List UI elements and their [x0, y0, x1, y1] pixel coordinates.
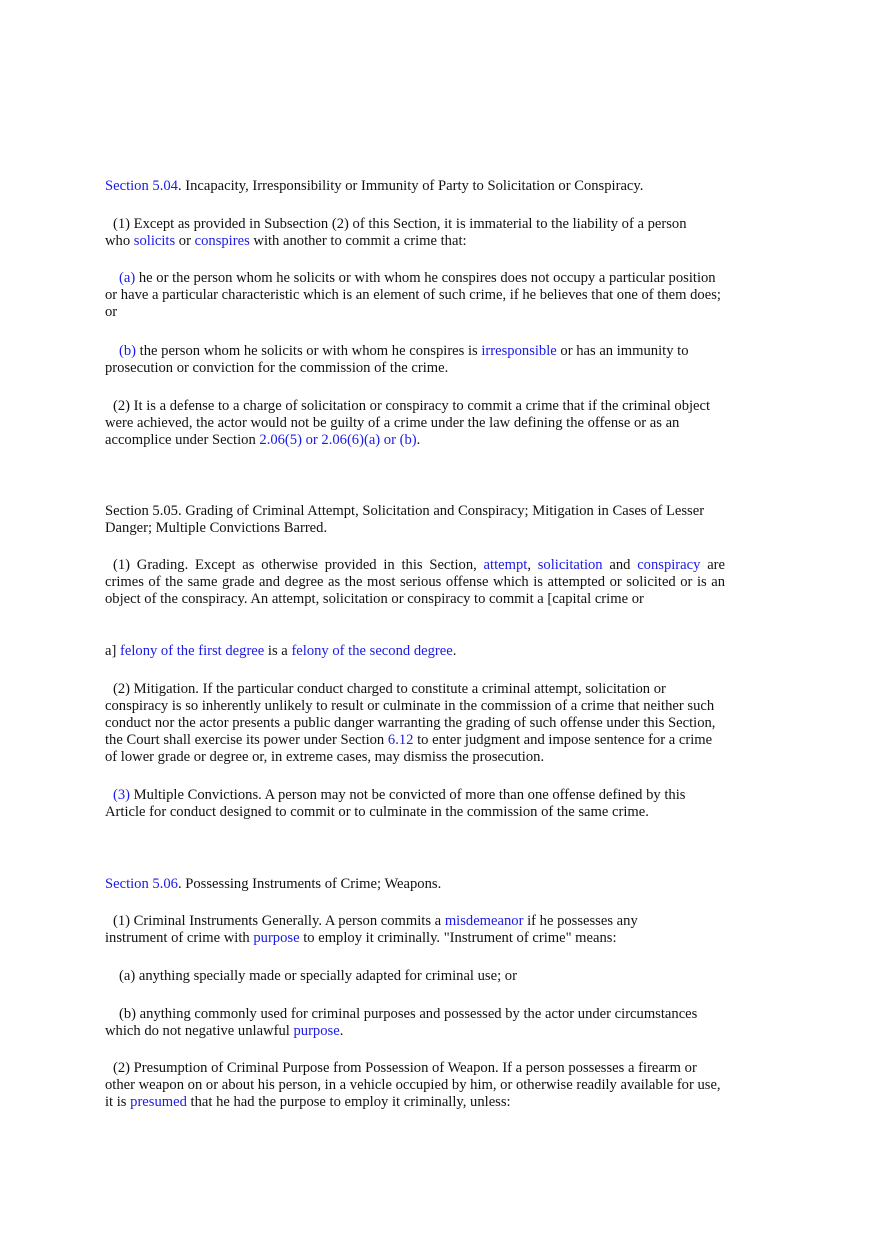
section-5-06-paragraph-1: (1) Criminal Instruments Generally. A person commits a misdemeanor if he possesses any instrument of crime with purpose to employ it criminally. "Instrument of crime" means: [105, 913, 638, 946]
section-5-05-paragraph-1: (1) Grading. Except as otherwise provided in this Section, attempt, solicitation and conspiracy are crimes of the same grade and degree as the most serious offense which is attempted or solicited or is an object of the conspiracy. An attempt, solicitation or conspiracy to commit a [capital crime or [105, 557, 726, 607]
misdemeanor-link[interactable]: misdemeanor [444, 913, 524, 929]
section-5-04-paragraph-1: (1) Except as provided in Subsection (2) of this Section, it is immaterial to the liability of a person who solicits or conspires with another to commit a crime that: [105, 216, 687, 249]
section-5-04-paragraph-2: (2) It is a defense to a charge of solicitation or conspiracy to commit a crime that if the criminal object were achieved, the actor would not be guilty of a crime under the law defining the offense or as an accomplice under Section 2.06(5) or 2.06(6)(a) or (b). [105, 398, 711, 448]
clause-3-link[interactable]: (3) [113, 787, 131, 803]
purpose-link-2[interactable]: purpose [293, 1023, 340, 1039]
section-2-06-link[interactable]: 2.06(5) or 2.06(6)(a) or (b) [259, 432, 417, 448]
solicitation-link[interactable]: solicitation [537, 557, 603, 573]
section-5-06-link[interactable]: Section 5.06 [105, 876, 178, 892]
conspires-link[interactable]: conspires [194, 233, 250, 249]
section-5-04-clause-b: (b) the person whom he solicits or with whom he conspires is irresponsible or has an immunity to prosecution or conviction for the commission of the crime. [105, 343, 689, 376]
section-5-06-clause-b: (b) anything commonly used for criminal purposes and possessed by the actor under circumstances which do not negative unlawful purpose. [105, 1006, 698, 1039]
section-5-06-paragraph-2: (2) Presumption of Criminal Purpose from Possession of Weapon. If a person possesses a firearm or other weapon on or about his person, in a vehicle occupied by him, or otherwise readily available for use, it is presumed that he had the purpose to employ it criminally, unless: [105, 1060, 721, 1110]
felony-first-degree-link[interactable]: felony of the first degree [120, 643, 265, 659]
section-5-05-paragraph-1-continued: a] felony of the first degree is a felony of the second degree. [105, 643, 457, 659]
section-5-05-heading: Section 5.05. Grading of Criminal Attempt, Solicitation and Conspiracy; Mitigation in Cases of Lesser Danger; Multiple Convictions Barred. [105, 503, 705, 536]
section-6-12-link[interactable]: 6.12 [387, 732, 414, 748]
solicits-link[interactable]: solicits [133, 233, 176, 249]
clause-a-link[interactable]: (a) [119, 270, 136, 286]
section-5-05-paragraph-3: (3) Multiple Convictions. A person may not be convicted of more than one offense defined by this Article for conduct designed to commit or to culminate in the commission of the same crime. [105, 787, 686, 820]
section-5-05-paragraph-2: (2) Mitigation. If the particular conduct charged to constitute a criminal attempt, solicitation or conspiracy is so inherently unlikely to result or culminate in the commission of a crime that neither such conduct nor the actor presents a public danger warranting the grading of such offense under this Section, the Court shall exercise its power under Section 6.12 to enter judgment and impose sentence for a crime of lower grade or degree or, in extreme cases, may dismiss the prosecution. [105, 681, 716, 765]
attempt-link[interactable]: attempt [483, 557, 528, 573]
conspiracy-link[interactable]: conspiracy [637, 557, 701, 573]
section-5-04-heading: Section 5.04. Incapacity, Irresponsibility or Immunity of Party to Solicitation or Conspiracy. [105, 178, 644, 194]
section-5-04-link[interactable]: Section 5.04 [105, 178, 178, 194]
clause-b-link[interactable]: (b) [119, 343, 137, 359]
irresponsible-link[interactable]: irresponsible [481, 343, 557, 359]
purpose-link[interactable]: purpose [253, 930, 300, 946]
section-5-06-heading: Section 5.06. Possessing Instruments of Crime; Weapons. [105, 876, 442, 892]
section-5-06-clause-a: (a) anything specially made or specially adapted for criminal use; or [119, 968, 517, 984]
section-5-04-clause-a: (a) he or the person whom he solicits or with whom he conspires does not occupy a particular position or have a particular characteristic which is an element of such crime, if he believes that one of them does; or [105, 270, 721, 320]
presumed-link[interactable]: presumed [130, 1094, 187, 1110]
felony-second-degree-link[interactable]: felony of the second degree [291, 643, 453, 659]
